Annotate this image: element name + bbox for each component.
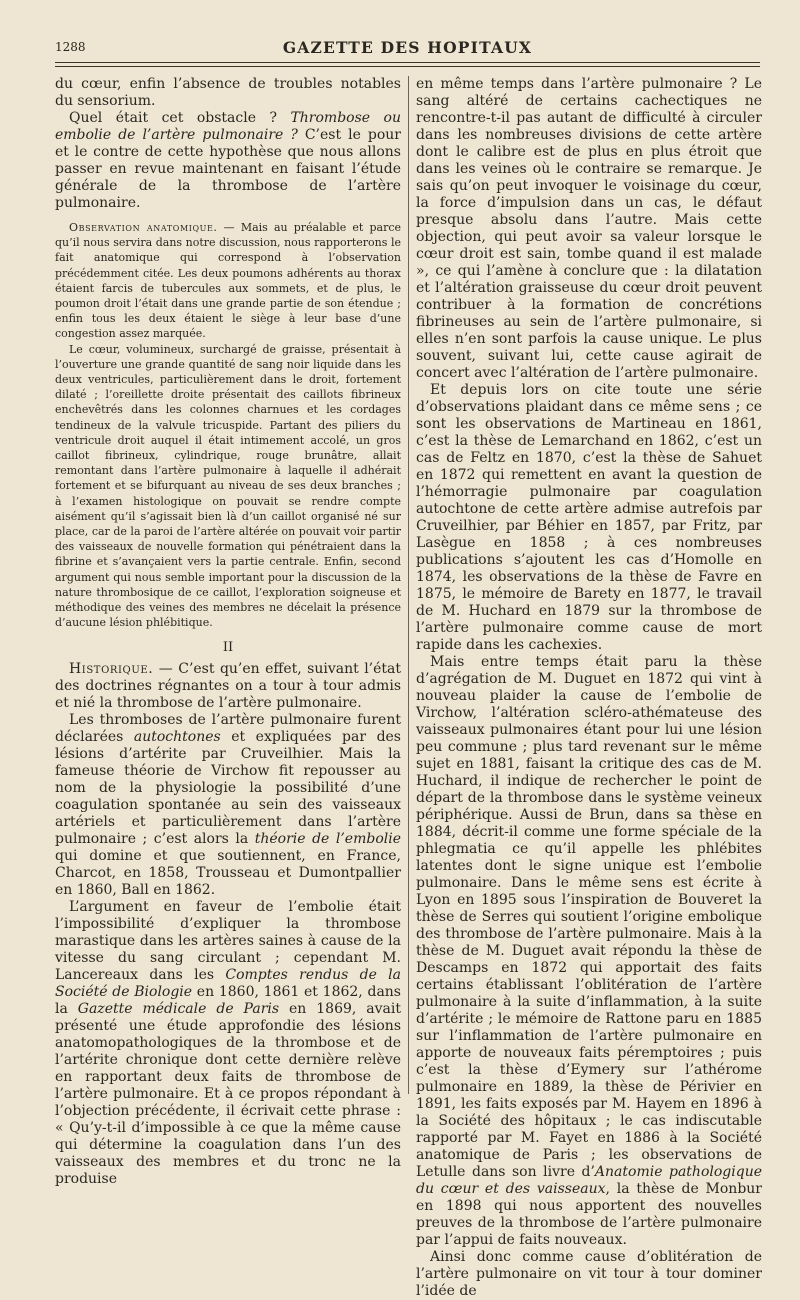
thromboses-paragraph <box>55 712 401 899</box>
thromboses-mid: et expliquées par des lésions d’artérite par Cruveilhier. Mais la fameuse théorie de Virchow fit repousser au nom de la physiologie la possibilité d’une coagulation spontanée au sein des vaisseaux artériels et particulièrement dans l’artère pulmonaire ; c’est alors la <box>55 729 401 848</box>
left-column <box>55 76 401 1188</box>
right-paragraph-3-post: , la thèse de Monbur en 1898 qui nous apportent des nouvelles preuves de la thrombose de l’artère pulmonaire par l’appui de faits nouveaux. <box>416 1181 762 1248</box>
right-paragraph-1: en même temps dans l’artère pulmonaire ? Le sang altéré de certains cachectiques ne rencontre-t-il pas autant de difficulté à circuler dans les nombreuses divisions de cette artère dont le calibre est de plus en plus étroit que dans les veines où le contraire se remarque. Je sais qu’on peut invoquer le voisinage du cœur, la force d’impulsion dans un cas, le défaut presque absolu dans l’autre. Mais cette objection, qui peut avoir sa valeur lorsque le cœur droit est sain, tombe quand il est malade », ce qui l’amène à conclure que : la dilatation et l’altération graisseuse du cœur droit peuvent contribuer à la formation de concrétions fibrineuses au sein de l’artère pulmonaire, si elles n’en sont parfois la cause unique. Le plus souvent, suivant lui, cette cause agirait de concert avec l’altération de l’artère pulmonaire. <box>416 76 762 381</box>
right-paragraph-3-text: Mais entre temps était paru la thèse d’agrégation de M. Duguet en 1872 qui vint à nouveau plaider la cause de l’embolie de Virchow, l’altération scléro-athémateuse des vaisseaux pulmonaires étant pour lui une lésion peu commune ; plus tard revenant sur le même sujet en 1881, faisant la critique des cas de M. Huchard, il indique de rechercher le point de départ de la thrombose dans le système veineux périphérique. Aussi de Brun, dans sa thèse en 1884, décrit-il comme une forme spéciale de la phlegmatia ce qu’il appelle les phlébites latentes dont le signe unique est l’embolie pulmonaire. Dans le même sens est écrite à Lyon en 1895 sous l’inspiration de Bouveret la thèse de Serres qui soutient l’origine embolique des thrombose de l’artère pulmonaire. Mais à la thèse de M. Duguet avait répondu la thèse de Descamps en 1872 qui apportait des faits certains établissant l’oblitération de l’artère pulmonaire à la suite d’inflammation, à la suite d’artérite ; le mémoire de Rattone paru en 1885 sur l’inflammation de l’artère pulmonaire en apporte de nouveaux faits péremptoires ; puis c’est la thèse d’Eymery sur l’athérome pulmonaire en 1889, la thèse de Périvier en 1891, les faits exposés par M. Hayem en 1896 à la Société des hôpitaux ; le cas indiscutable rapporté par M. Fayet en 1886 à la Société anatomique de Paris ; les observations de Letulle dans son livre d’ <box>416 654 762 1180</box>
header-rule-thin <box>55 66 760 67</box>
intro-text-post: C’est le pour et le contre de cette hypothèse que nous allons passer en revue maintenant en faisant l’étude générale de la thrombose de l’artère pulmonaire. <box>55 127 401 211</box>
thromboses-pre: Les thromboses de l’artère pulmonaire furent déclarées <box>55 712 401 746</box>
intro-paragraph-2 <box>55 110 401 212</box>
thromboses-post: qui domine et que soutiennent, en France, Charcot, en 1858, Trousseau et Dumontpallier en 1860, Ball en 1862. <box>55 848 401 899</box>
page-header <box>55 32 760 62</box>
intro-text-pre: Quel était cet obstacle ? <box>69 110 291 126</box>
argument-paragraph <box>55 899 401 1188</box>
section-number: II <box>222 640 234 656</box>
argument-post: en 1869, avait présenté une étude approfondie des lésions anatomopathologiques de la thrombose et de l’artérite chronique dont cette dernière relève en rapportant deux faits de thrombose de l’artère pulmonaire. Et à ce propos répondant à l’objection précédente, il écrivait cette phrase : « Qu’y-t-il d’impossible à ce que la même cause qui détermine la coagulation dans l’un des vaisseaux des membres et du tronc ne la produise <box>55 1001 401 1188</box>
argument-mid: en 1860, 1861 et 1862, dans la <box>55 984 401 1018</box>
header-rule-thick <box>55 62 760 63</box>
right-paragraph-2: Et depuis lors on cite toute une série d’observations plaidant dans ce même sens ; ce sont les observations de Martineau en 1861, c’est la thèse de Lemarchand en 1862, c’est un cas de Feltz en 1870, c’est la thèse de Sahuet en 1872 qui remettent en avant la question de l’hémorragie pulmonaire par coagulation autochtone de cette artère admise autrefois par Cruveilhier, par Béhier en 1857, par Fritz, par Lasègue en 1858 ; à ces nombreuses publications s’ajoutent les cas d’Homolle en 1874, les observations de la thèse de Favre en 1875, le mémoire de Barety en 1877, le travail de M. Huchard en 1879 sur la thrombose de l’artère pulmonaire comme cause de mort rapide dans les cachexies. <box>416 382 762 653</box>
right-column <box>416 76 762 1299</box>
column-separator <box>408 76 409 1094</box>
right-paragraph-3-italic: Anatomie pathologique du cœur et des vaisseaux <box>416 1164 762 1197</box>
journal-title: GAZETTE DES HOPITAUX <box>282 38 533 57</box>
page-number: 1288 <box>55 40 86 54</box>
argument-italic-2: Gazette médicale de Paris <box>77 1001 280 1018</box>
intro-paragraph-1: du cœur, enfin l’absence de troubles notables du sensorium. <box>55 76 401 109</box>
argument-italic-1: Comptes rendus de la Société de Biologie <box>55 967 401 1001</box>
observation-heading: Observation anatomique. <box>69 221 218 234</box>
thromboses-italic-1: autochtones <box>133 729 221 746</box>
observation-paragraph <box>55 220 401 342</box>
historique-heading: Historique. <box>69 661 154 678</box>
observation-text: — Mais au préalable et parce qu’il nous servira dans notre discussion, nous rapporterons le fait anatomique qui correspond à l’observation précédemment citée. Les deux poumons adhérents au thorax étaient farcis de tubercules aux sommets, et de plus, le poumon droit l’était dans une grande partie de son étendue ; enfin tous les deux étaient le siège à leur base d’une congestion assez marquée. <box>55 221 401 341</box>
right-paragraph-4: Ainsi donc comme cause d’oblitération de l’artère pulmonaire on vit tour à tour dominer l’idée de <box>416 1249 762 1299</box>
right-paragraph-3 <box>416 654 762 1249</box>
thromboses-italic-2: théorie de l’embolie <box>254 831 401 848</box>
observation-paragraph-2: Le cœur, volumineux, surchargé de graisse, présentait à l’ouverture une grande quantité de sang noir liquide dans les deux ventricules, particulièrement dans le droit, fortement dilaté ; l’oreillette droite présentait des caillots fibrineux enchevêtrés dans les colonnes charnues et les cordages tendineux de la valvule tricuspide. Partant des piliers du ventricule droit auquel il était intimement accolé, un gros caillot fibrineux, cylindrique, rouge brunâtre, allait remontant dans l’artère pulmonaire à laquelle il adhérait fortement et se bifurquant au niveau de ses deux branches ; à l’examen histologique on pouvait se rendre compte aisément qu’il s’agissait bien là d’un caillot organisé né sur place, car de la paroi de l’artère altérée on pouvait voir partir des vaisseaux de nouvelle formation qui pénétraient dans la fibrine et s’avançaient vers la partie centrale. Enfin, second argument qui nous semble important pour la discussion de la nature thrombosique de ce caillot, l’exploration soigneuse et méthodique des veines des membres ne décelait la présence d’aucune lésion phlébitique. <box>55 342 401 630</box>
intro-text-italic: Thrombose ou embolie de l’artère pulmonaire ? <box>55 110 401 143</box>
argument-pre: L’argument en faveur de l’embolie était l’impossibilité d’expliquer la thrombose marastique dans les artères saines à cause de la vitesse du sang circulant ; cependant M. Lancereaux dans les <box>55 899 401 984</box>
historique-paragraph <box>55 661 401 712</box>
historique-text: — C’est qu’en effet, suivant l’état des doctrines régnantes on a tour à tour admis et nié la thrombose de l’artère pulmonaire. <box>55 661 401 712</box>
